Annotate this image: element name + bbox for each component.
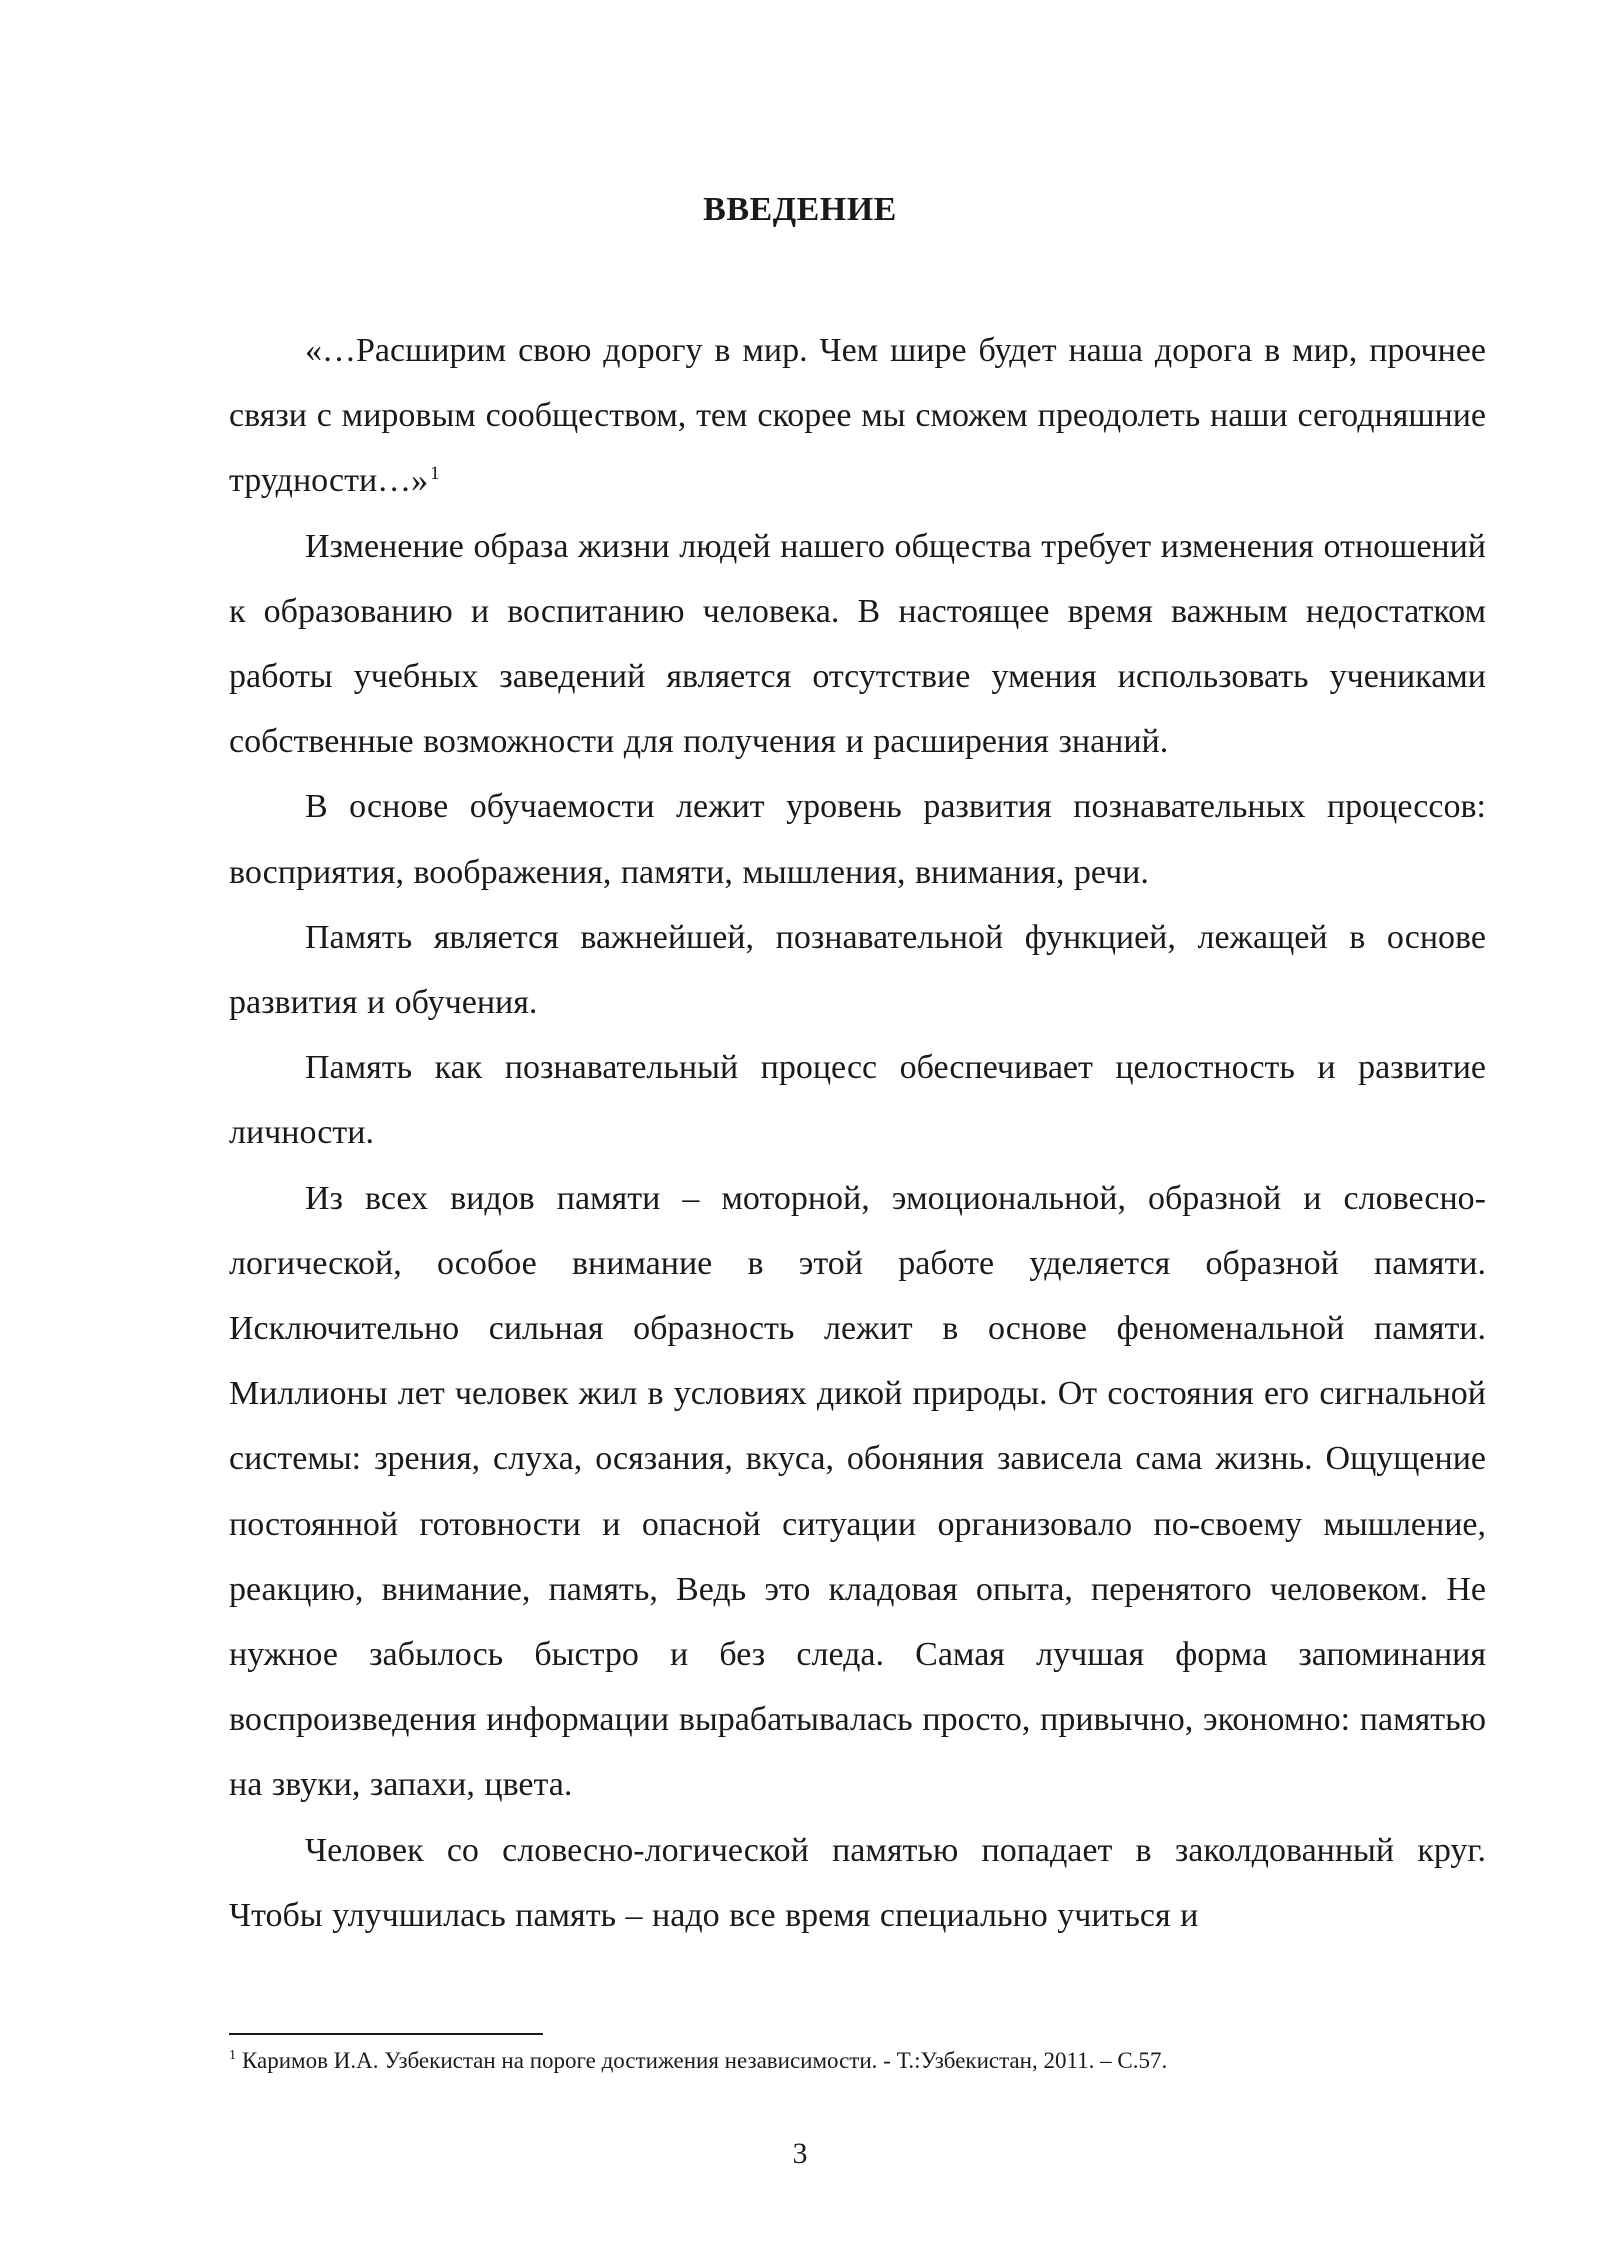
footnote — [229, 2046, 1489, 2076]
page-number: 3 — [792, 2137, 808, 2170]
page-title: ВВЕДЕНИЕ — [703, 191, 897, 228]
paragraph-6: Из всех видов памяти – моторной, эмоциональной, образной и словесно-логической, особое внимание в этой работе уделяется образной памяти. Исключительно сильная образность лежит в основе феноменальной памяти. Миллионы лет человек жил в условиях дикой природы. От состояния его сигнальной системы: зрения, слуха, осязания, вкуса, обоняния зависела сама жизнь. Ощущение постоянной готовности и опасной ситуации организовало по-своему мышление, реакцию, внимание, память, Ведь это кладовая опыта, перенятого человеком. Не нужное забылось быстро и без следа. Самая лучшая форма запоминания воспроизведения информации вырабатывалась просто, привычно, экономно: памятью на звуки, запахи, цвета. — [229, 1179, 1486, 1804]
body-text — [229, 318, 1486, 1948]
paragraph-4: Память является важнейшей, познавательной функцией, лежащей в основе развития и обучения. — [229, 918, 1486, 1022]
footnote-mark: 1 — [229, 2048, 236, 2064]
paragraph-1-text: «…Расширим свою дорогу в мир. Чем шире будет наша дорога в мир, прочнее связи с мировым сообществом, тем скорее мы сможем преодолеть наши сегодняшние трудности…» — [229, 332, 1486, 500]
paragraph-7: Человек со словесно-логической памятью попадает в заколдованный круг. Чтобы улучшилась память – надо все время специально учиться и — [229, 1831, 1486, 1934]
footnote-reference: 1 — [430, 463, 440, 485]
paragraph-3: В основе обучаемости лежит уровень развития познавательных процессов: восприятия, воображения, памяти, мышления, внимания, речи. — [229, 788, 1486, 891]
paragraph-5: Память как познавательный процесс обеспечивает целостность и развитие личности. — [229, 1049, 1486, 1152]
footnote-text: Каримов И.А. Узбекистан на пороге достижения независимости. - Т.:Узбекистан, 2011. – С.57. — [242, 2048, 1168, 2073]
paragraph-1 — [229, 318, 1486, 514]
paragraph-2: Изменение образа жизни людей нашего общества требует изменения отношений к образованию и воспитанию человека. В настоящее время важным недостатком работы учебных заведений является отсутствие умения использовать учениками собственные возможности для получения и расширения знаний. — [229, 527, 1486, 761]
footnote-separator — [229, 2033, 543, 2035]
